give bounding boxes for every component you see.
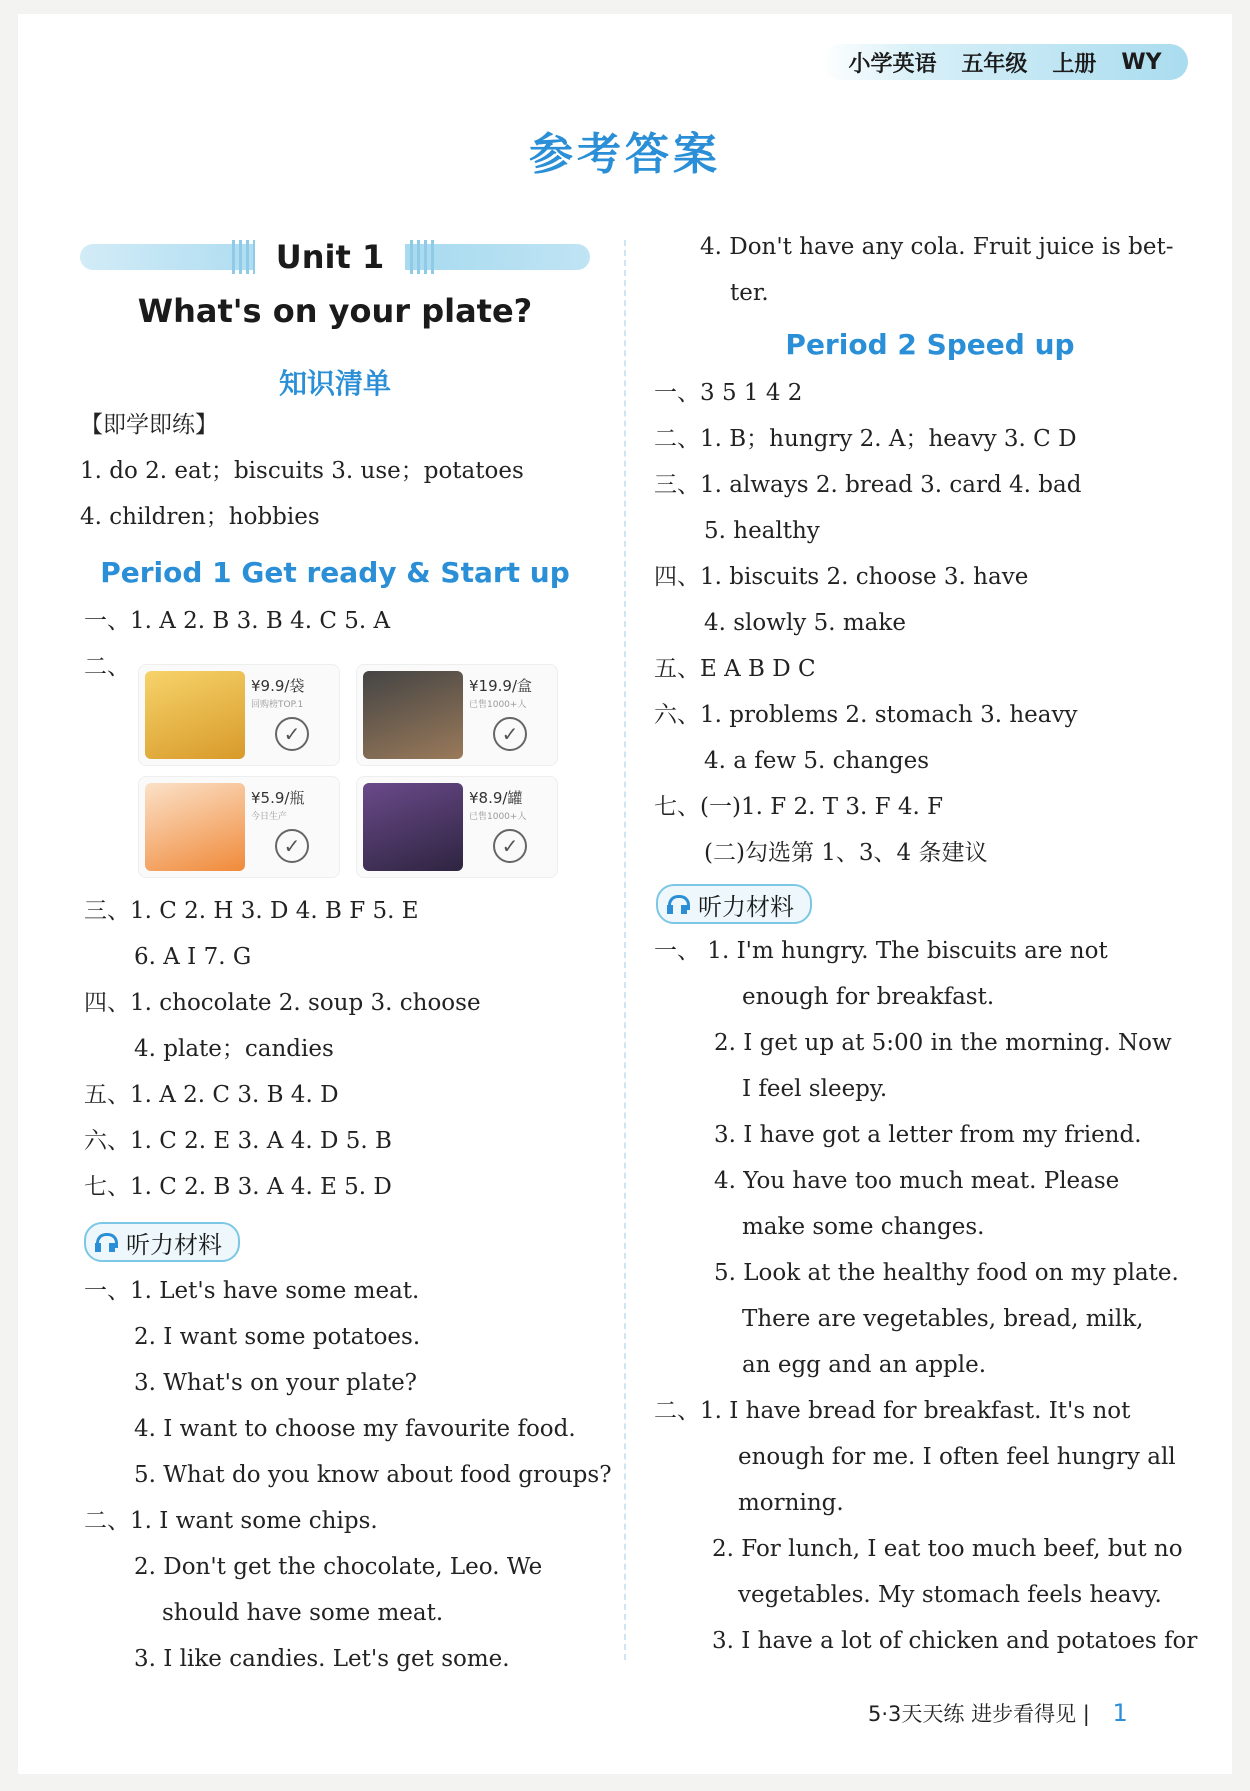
script-line: enough for breakfast. [742, 984, 995, 1010]
card-price: ¥9.9/袋 [251, 677, 305, 695]
answer-line: 七、(一)1. F 2. T 3. F 4. F [654, 794, 944, 820]
script-line: 5. What do you know about food groups? [134, 1462, 612, 1488]
script-line: I feel sleepy. [742, 1076, 888, 1102]
script-line: 一、1. Let's have some meat. [84, 1278, 420, 1304]
candy-jar-image [363, 783, 463, 871]
header-volume: 上册 [1052, 51, 1097, 77]
answer-line: 三、1. always 2. bread 3. card 4. bad [654, 472, 1082, 498]
product-card [356, 664, 558, 766]
answer-line: 6. A I 7. G [134, 944, 252, 970]
book-header [822, 44, 1188, 80]
script-line: 2. For lunch, I eat too much beef, but no [712, 1536, 1183, 1562]
product-card [138, 664, 340, 766]
script-line: an egg and an apple. [742, 1352, 987, 1378]
snack-box-image [363, 671, 463, 759]
juice-bottle-image [145, 783, 245, 871]
answer-line: 二、1. B；hungry 2. A；heavy 3. C D [654, 426, 1077, 452]
page-footer [868, 1698, 1128, 1728]
script-line: 3. I like candies. Let's get some. [134, 1646, 510, 1672]
card-price: ¥5.9/瓶 [251, 789, 305, 807]
page-title: 参考答案 [529, 129, 721, 180]
answer-line: 五、E A B D C [654, 656, 816, 682]
knowledge-heading: 知识清单 [278, 367, 391, 400]
answer-line: 一、3 5 1 4 2 [654, 380, 803, 406]
answer-line: 七、1. C 2. B 3. A 4. E 5. D [84, 1174, 392, 1200]
answer-line: 四、1. biscuits 2. choose 3. have [654, 564, 1029, 590]
listening-tag-label: 听力材料 [698, 892, 794, 921]
headphones-icon [666, 893, 688, 915]
headphones-icon [94, 1231, 116, 1253]
product-cards [138, 664, 568, 884]
header-subject: 小学英语 [848, 51, 937, 77]
check-icon: ✓ [275, 829, 309, 863]
script-line: morning. [738, 1490, 844, 1516]
check-icon: ✓ [493, 717, 527, 751]
script-line: 二、1. I have bread for breakfast. It's not [654, 1398, 1131, 1424]
footer-slogan: 5·3天天练 进步看得见 | [868, 1702, 1090, 1726]
script-line: enough for me. I often feel hungry all [738, 1444, 1176, 1470]
card-note: 已售1000+人 [469, 812, 527, 822]
page-number: 1 [1112, 1699, 1128, 1727]
listening-tag [84, 1222, 240, 1262]
script-line: 二、1. I want some chips. [84, 1508, 378, 1534]
script-line: 4. You have too much meat. Please [714, 1168, 1120, 1194]
answer-line: 4. slowly 5. make [704, 610, 906, 636]
answer-line: 5. healthy [704, 518, 820, 544]
script-line: 3. I have a lot of chicken and potatoes for [712, 1628, 1198, 1654]
script-line: should have some meat. [162, 1600, 444, 1626]
practice-line: 1. do 2. eat；biscuits 3. use；potatoes [80, 458, 524, 484]
lesson-title: What's on your plate? [137, 292, 533, 330]
fries-image [145, 671, 245, 759]
card-price: ¥8.9/罐 [469, 789, 523, 807]
answer-line: 4. Don't have any cola. Fruit juice is bet- [700, 234, 1174, 260]
script-line: 3. What's on your plate? [134, 1370, 418, 1396]
check-icon: ✓ [275, 717, 309, 751]
check-icon: ✓ [493, 829, 527, 863]
card-note: 今日生产 [251, 812, 288, 822]
answer-line: 二、 [84, 654, 130, 680]
answer-line: 四、1. chocolate 2. soup 3. choose [84, 990, 481, 1016]
card-note: 回购榜TOP.1 [251, 700, 304, 710]
practice-label: 【即学即练】 [80, 412, 218, 438]
script-line: There are vegetables, bread, milk, [742, 1306, 1144, 1332]
script-line: 4. I want to choose my favourite food. [134, 1416, 576, 1442]
answer-line: 一、1. A 2. B 3. B 4. C 5. A [84, 608, 391, 634]
period2-heading: Period 2 Speed up [785, 328, 1075, 361]
period1-heading: Period 1 Get ready & Start up [100, 556, 570, 589]
header-edition: WY [1121, 49, 1162, 75]
listening-tag [656, 884, 812, 924]
answer-line: ter. [730, 280, 769, 306]
script-line: make some changes. [742, 1214, 985, 1240]
listening-tag-label: 听力材料 [126, 1230, 222, 1259]
answer-line: 六、1. C 2. E 3. A 4. D 5. B [84, 1128, 392, 1154]
script-line: 一、 1. I'm hungry. The biscuits are not [654, 938, 1108, 964]
header-grade: 五年级 [961, 51, 1028, 77]
answer-line: 4. plate；candies [134, 1036, 334, 1062]
answer-line: 三、1. C 2. H 3. D 4. B F 5. E [84, 898, 419, 924]
column-divider [624, 240, 626, 1660]
practice-line: 4. children；hobbies [80, 504, 320, 530]
answer-line: 六、1. problems 2. stomach 3. heavy [654, 702, 1078, 728]
product-card [138, 776, 340, 878]
card-note: 已售1000+人 [469, 700, 527, 710]
card-price: ¥19.9/盒 [469, 677, 532, 695]
script-line: 2. Don't get the chocolate, Leo. We [134, 1554, 543, 1580]
banner-stripes [410, 240, 438, 274]
unit-label: Unit 1 [255, 234, 405, 280]
answer-line: 4. a few 5. changes [704, 748, 930, 774]
answer-line: (二)勾选第 1、3、4 条建议 [704, 840, 988, 866]
answer-line: 五、1. A 2. C 3. B 4. D [84, 1082, 339, 1108]
script-line: 3. I have got a letter from my friend. [714, 1122, 1142, 1148]
script-line: 5. Look at the healthy food on my plate. [714, 1260, 1179, 1286]
script-line: vegetables. My stomach feels heavy. [738, 1582, 1162, 1608]
script-line: 2. I get up at 5:00 in the morning. Now [714, 1030, 1172, 1056]
product-card [356, 776, 558, 878]
script-line: 2. I want some potatoes. [134, 1324, 421, 1350]
